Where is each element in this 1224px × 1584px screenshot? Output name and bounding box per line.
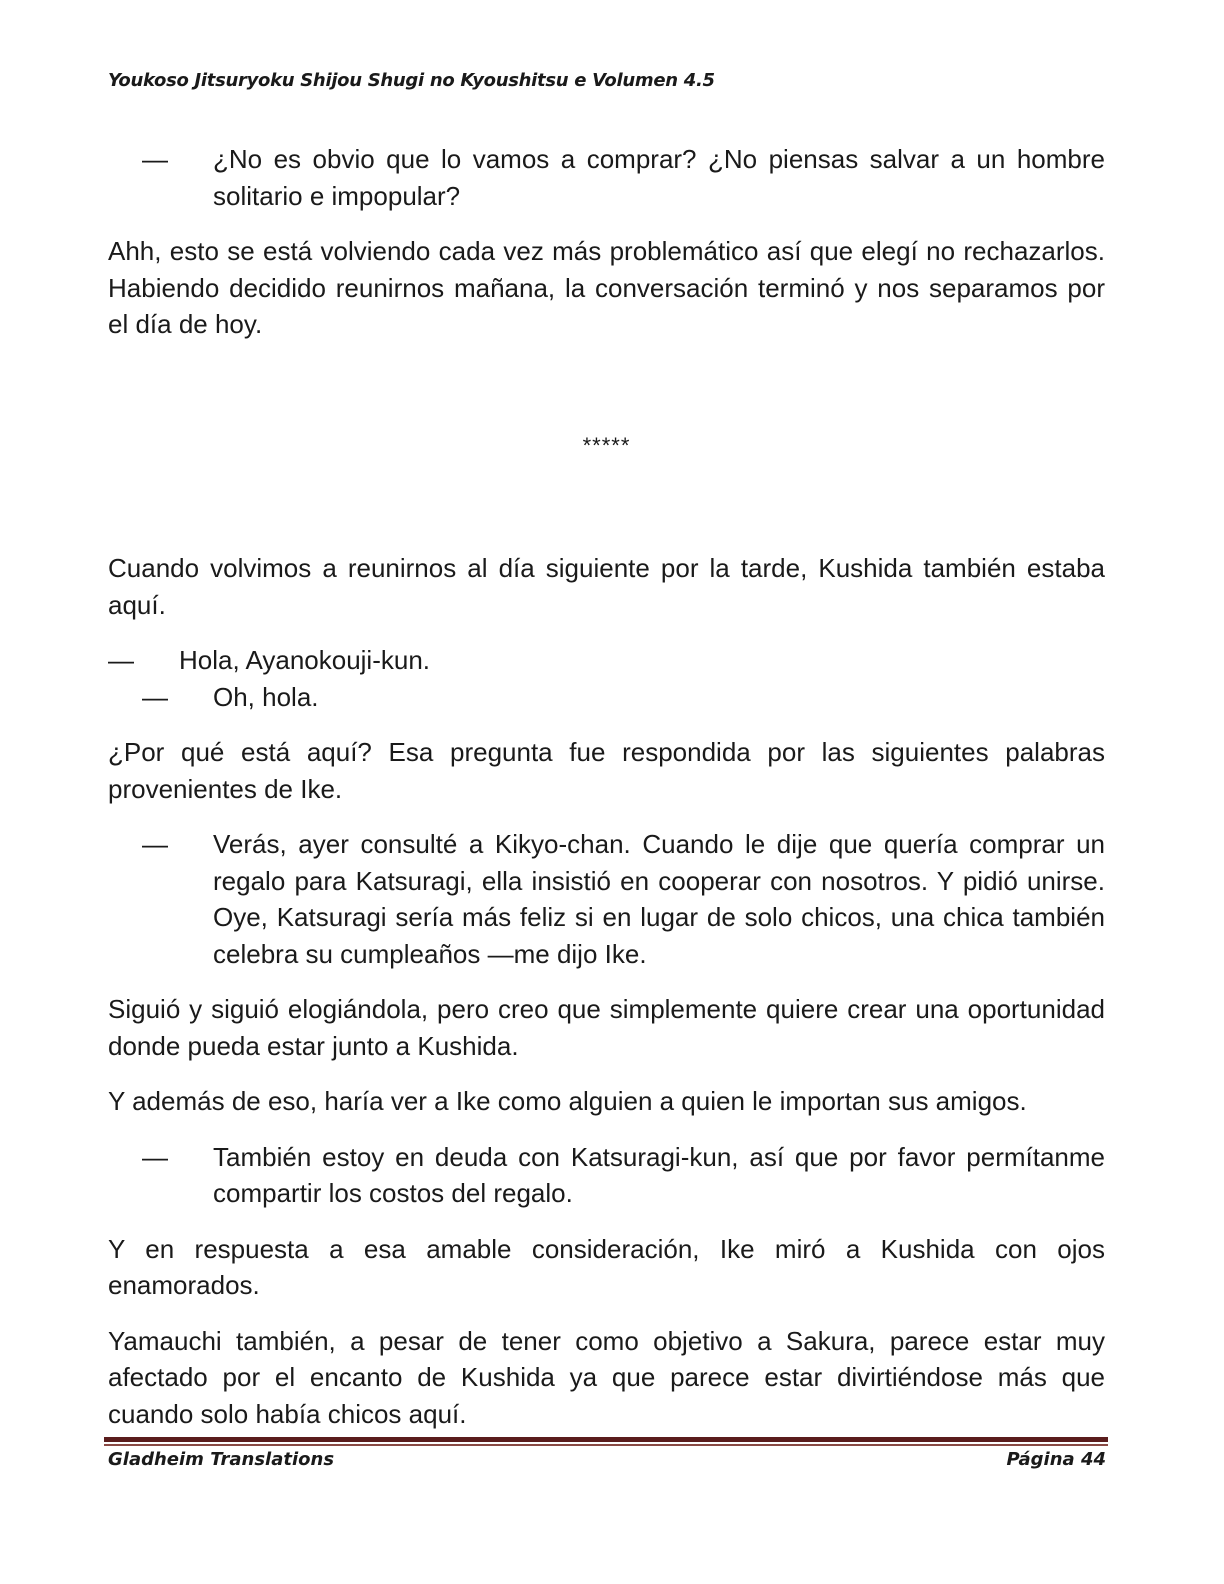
dialogue-dash: — (108, 645, 134, 675)
footer-publisher: Gladheim Translations (108, 1449, 335, 1470)
paragraph: ¿Por qué está aquí? Esa pregunta fue respondida por las siguientes palabras provenientes de Ike. (108, 737, 1105, 804)
section-separator: ***** (582, 432, 631, 458)
dialogue-line (142, 679, 1105, 716)
page-body (108, 141, 1105, 1432)
dialogue-line (108, 642, 1105, 679)
dialogue-text: Hola, Ayanokouji-kun. (179, 645, 431, 675)
paragraph: Siguió y siguió elogiándola, pero creo que simplemente quiere crear una oportunidad donde pueda estar junto a Kushida. (108, 994, 1105, 1061)
paragraph: Y en respuesta a esa amable consideración, Ike miró a Kushida con ojos enamorados. (108, 1233, 1105, 1300)
paragraph: Y además de eso, haría ver a Ike como alguien a quien le importan sus amigos. (108, 1086, 1027, 1116)
dialogue-text: También estoy en deuda con Katsuragi-kun, así que por favor permítanme compartir los costos del regalo. (213, 1141, 1105, 1208)
paragraph: Cuando volvimos a reunirnos al día siguiente por la tarde, Kushida también estaba aquí. (108, 553, 1105, 620)
dialogue-line (142, 826, 1105, 972)
footer-rule-thin (104, 1444, 1108, 1446)
dialogue-text: ¿No es obvio que lo vamos a comprar? ¿No piensas salvar a un hombre solitario e impopular? (213, 144, 1105, 211)
paragraph: Yamauchi también, a pesar de tener como objetivo a Sakura, parece estar muy afectado por el encanto de Kushida ya que parece estar divirtiéndose más que cuando solo había chicos aquí. (108, 1325, 1105, 1429)
dialogue-dash: — (142, 829, 168, 859)
dialogue-dash: — (142, 144, 168, 174)
paragraph: Ahh, esto se está volviendo cada vez más problemático así que elegí no rechazarlos. Habiendo decidido reunirnos mañana, la conversación terminó y nos separamos por el día de hoy. (108, 236, 1105, 339)
footer-rule (104, 1437, 1108, 1442)
dialogue-line (142, 141, 1105, 214)
dialogue-dash: — (142, 681, 168, 712)
dialogue-text: Oh, hola. (213, 681, 319, 712)
dialogue-dash: — (142, 1141, 168, 1172)
page-header-title: Youkoso Jitsuryoku Shijou Shugi no Kyoushitsu e Volumen 4.5 (108, 70, 715, 91)
dialogue-text: Verás, ayer consulté a Kikyo-chan. Cuando le dije que quería comprar un regalo para Katsuragi, ella insistió en cooperar con nosotros. Y pidió unirse. Oye, Katsuragi sería más feliz si en lugar de solo chicos, una chica también celebra su cumpleaños —me dijo Ike. (213, 829, 1105, 969)
footer-page-number: Página 44 (1006, 1449, 1106, 1470)
dialogue-line (142, 1139, 1105, 1212)
